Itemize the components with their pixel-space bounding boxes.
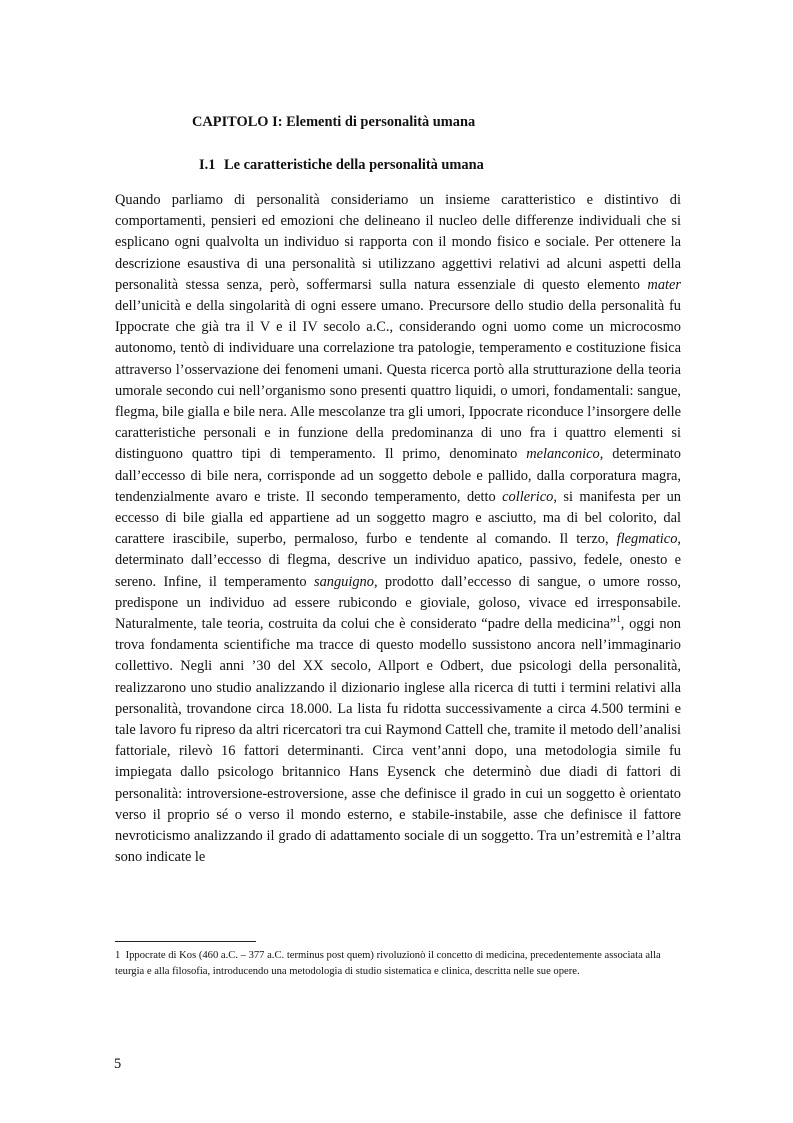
body-text-run: , determinato dall’eccesso di bile nera, corrisponde ad un soggetto debole e pallido, dalla corporatura magra, tendenzialmente avaro e triste. Il secondo temperamento, detto	[115, 446, 681, 505]
body-text-run: Quando parliamo di personalità consideriamo un insieme caratteristico e distintivo di comportamenti, pensieri ed emozioni che delineano il nucleo delle differenze individuali che si esplicano ogni qualvolta un individuo si rapporta con il mondo fisico e sociale. Per ottenere la descrizione esaustiva di una personalità si utilizzano aggettivi relativi ad alcuni aspetti della personalità stessa senza, però, soffermarsi sulla natura essenziale di questo elemento	[115, 192, 681, 293]
body-text-run: , determinato dall’eccesso di flegma, descrive un individuo apatico, passivo, fedele, onesto e sereno. Infine, il temperamento	[115, 531, 681, 590]
footnote	[115, 948, 685, 980]
body-text-run: , oggi non trova fondamenta scientifiche ma tracce di questo modello sussistono ancora nell’immaginario collettivo. Negli anni ’30 del XX secolo, Allport e Odbert, due psicologi della personalità, realizzarono uno studio analizzando il dizionario inglese alla ricerca di tutti i termini relativi alla personalità, trovandone circa 18.000. La lista fu ridotta successivamente a circa 4.500 termini e tale lavoro fu ripreso da altri ricercatori tra cui Raymond Cattell che, tramite il metodo dell’analisi fattoriale, rilevò 16 fattori determinanti. Circa vent’anni dopo, una metodologia simile fu impiegata dallo psicologo britannico Hans Eysenck che determinò due diadi di fattori di personalità: introversione-estroversione, asse che definisce il grado in cui un soggetto è orientato verso il proprio sé o verso il mondo esterno, e stabile-instabile, asse che definisce il fattore nevroticismo analizzando il grado di adattamento sociale di un soggetto. Tra un’estremità e l’altra sono indicate le	[115, 616, 682, 866]
footnote-marker: 1	[115, 950, 121, 961]
section-heading-text: Le caratteristiche della personalità umana	[224, 157, 484, 173]
italic-term-sanguigno: sanguigno	[313, 573, 374, 590]
chapter-title: CAPITOLO I: Elementi di personalità umana	[192, 114, 476, 130]
section-number: I.1	[199, 157, 216, 173]
section-title	[199, 157, 484, 174]
footnote-text: Ippocrate di Kos (460 a.C. – 377 a.C. terminus post quem) rivoluzionò il concetto di medicina, precedentemente associata alla teurgia e alla filosofia, introducendo una metodologia di studio sistematica e clinica, descritta nelle sue opere.	[115, 950, 661, 978]
footnote-reference[interactable]: 1	[616, 614, 621, 625]
italic-term-mater: mater	[647, 276, 681, 293]
page-number: 5	[114, 1056, 122, 1072]
body-text-run: , prodotto dall’eccesso di sangue, o umore rosso, predispone un individuo ad essere rubicondo e gioviale, goloso, vivace ed irresponsabile. Naturalmente, tale teoria, costruita da colui che è considerato “padre della medicina”	[115, 573, 682, 633]
italic-term-flegmatico: flegmatico	[616, 531, 678, 548]
body-paragraph	[115, 190, 681, 869]
italic-term-collerico: collerico	[502, 488, 554, 505]
body-text-run: dell’unicità e della singolarità di ogni essere umano. Precursore dello studio della personalità fu Ippocrate che già tra il V e il IV secolo a.C., considerando ogni uomo come un microcosmo autonomo, tentò di individuare una correlazione tra patologie, temperamento e costituzione fisica attraverso l’osservazione dei fenomeni umani. Questa ricerca portò alla strutturazione della teoria umorale secondo cui nell’organismo sono presenti quattro liquidi, o umori, fondamentali: sangue, flegma, bile gialla e bile nera. Alle mescolanze tra gli umori, Ippocrate riconduce l’insorgere delle caratteristiche personali e in funzione della predominanza di uno fra i quattro elementi si distinguono quattro tipi di temperamento. Il primo, denominato	[115, 298, 681, 463]
footnote-separator	[115, 941, 256, 942]
body-text-run: , si manifesta per un eccesso di bile gialla ed appartiene ad un soggetto magro e asciutto, ma di bel colorito, dal carattere irascibile, superbo, permaloso, furbo e tendente al comando. Il terzo,	[115, 488, 681, 548]
italic-term-melanconico: melanconico	[526, 446, 600, 463]
